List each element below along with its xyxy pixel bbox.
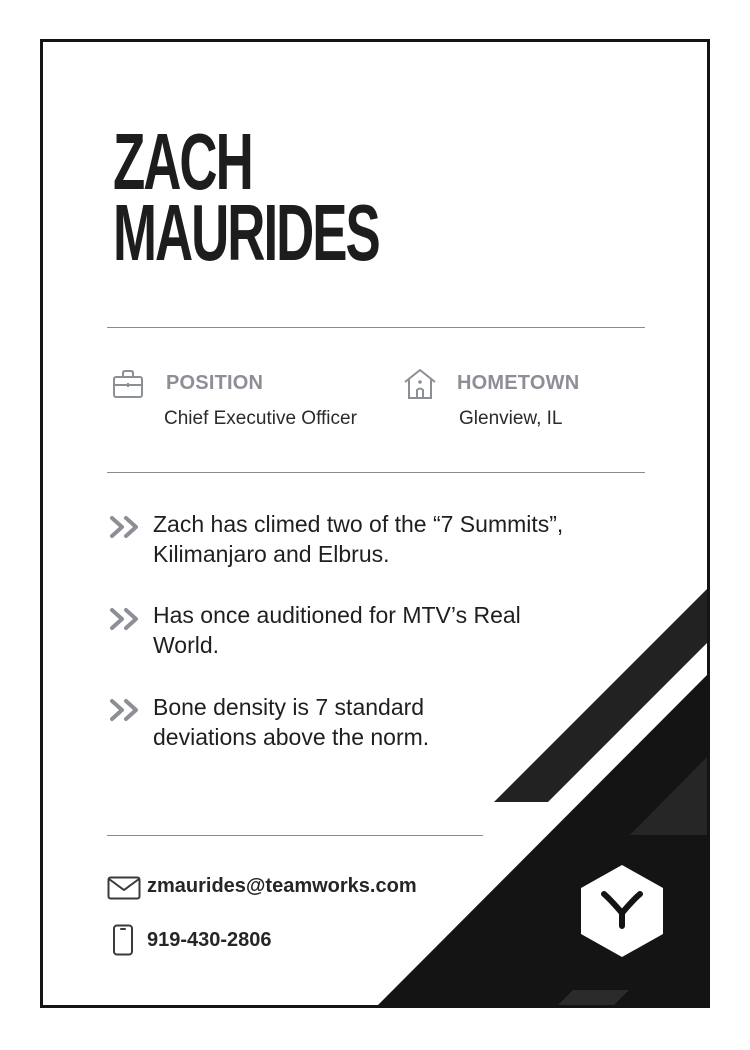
person-name [113,117,379,277]
last-name: MAURIDES [113,188,379,277]
fact-item [153,692,633,752]
fact-item [153,600,633,660]
first-name: ZACH [113,117,252,206]
fact-line: Has once auditioned for MTV’s Real [153,602,521,628]
fact-line: deviations above the norm. [153,724,430,750]
briefcase-icon [112,369,144,399]
fact-line: Bone density is 7 standard [153,694,425,720]
fact-line: World. [153,632,220,658]
phone-link[interactable]: 919-430-2806 [147,929,272,951]
double-chevron-icon [109,515,143,539]
double-chevron-icon [109,607,143,631]
hometown-label: HOMETOWN [457,372,580,394]
fact-line: Kilimanjaro and Elbrus. [153,541,390,567]
email-link[interactable]: zmaurides@teamworks.com [147,875,417,897]
fact-item [153,509,633,569]
profile-card [40,39,710,1008]
position-label: POSITION [166,372,264,394]
divider-bottom [107,835,483,836]
envelope-icon [107,876,141,900]
fact-line: Zach has climed two of the “7 Summits”, [153,511,564,537]
divider-middle [107,472,645,473]
double-chevron-icon [109,698,143,722]
position-value: Chief Executive Officer [164,408,357,429]
divider-top [107,327,645,328]
mobile-phone-icon [112,924,134,956]
house-icon [402,367,438,401]
hometown-value: Glenview, IL [459,408,563,429]
